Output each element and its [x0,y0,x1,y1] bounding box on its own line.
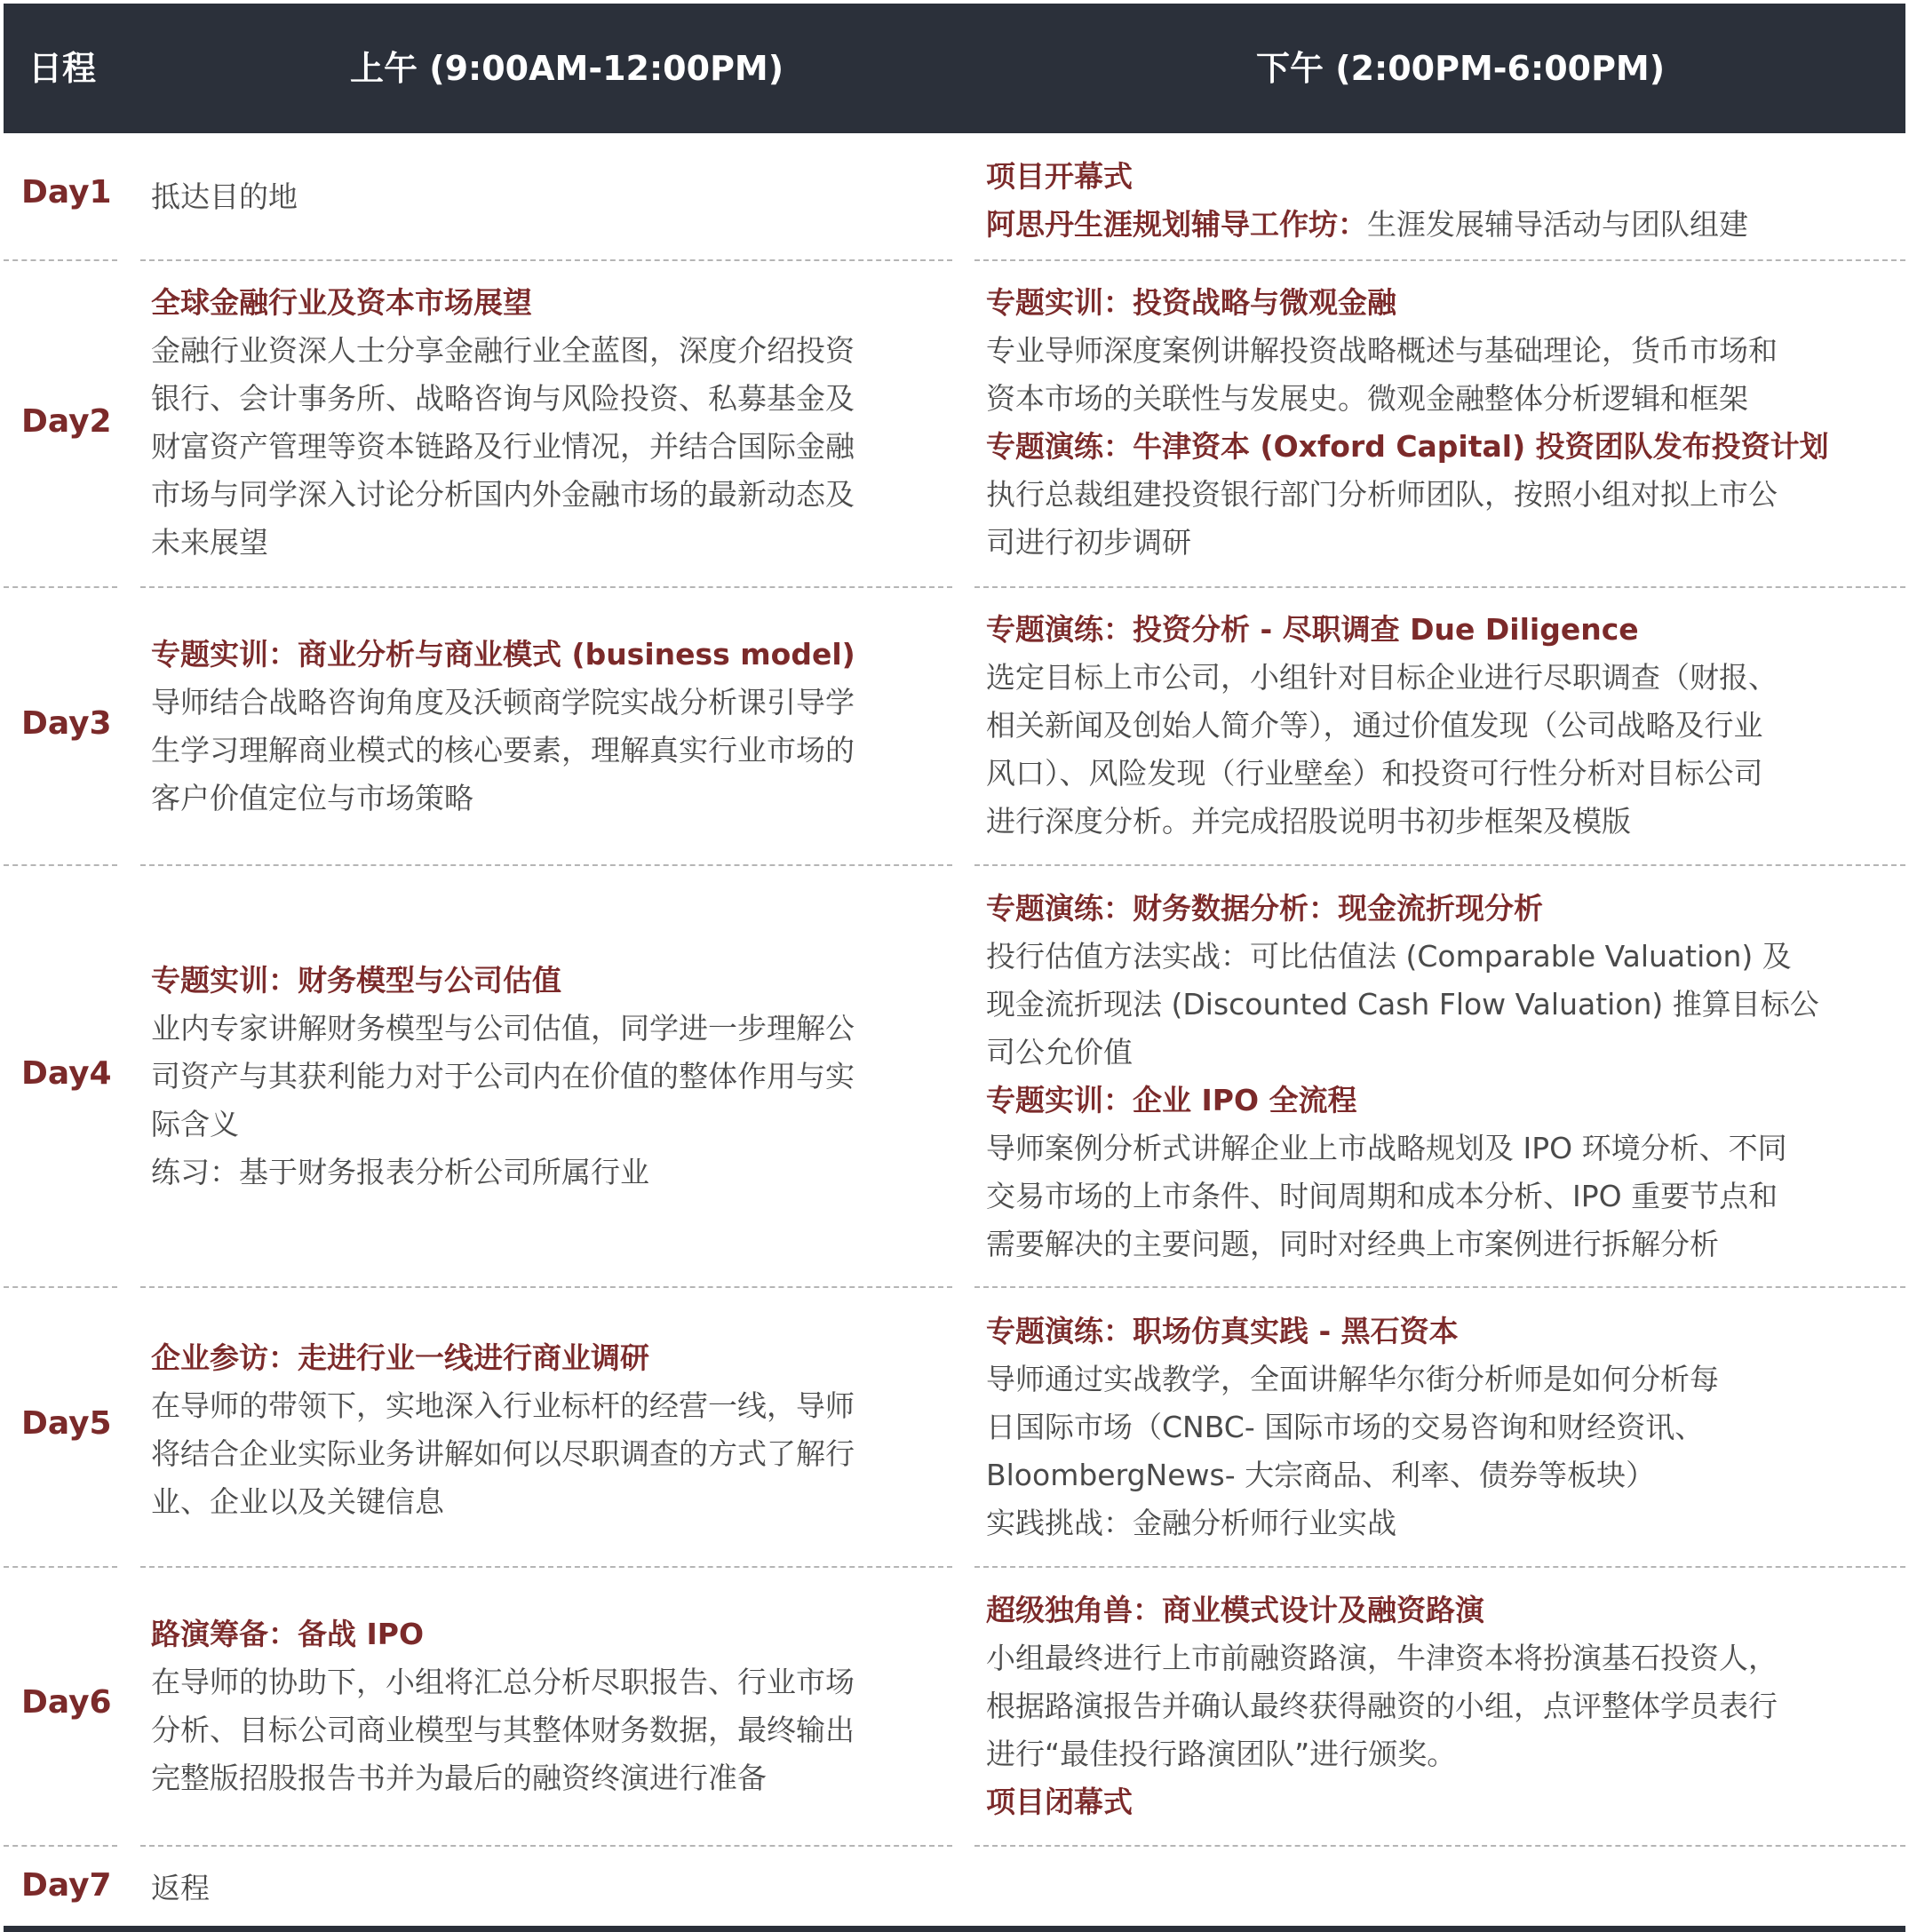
row-divider [4,1566,117,1568]
table-header [4,4,1905,133]
row-divider [4,1845,117,1847]
day3-morning [151,631,951,823]
session-title: 专题实训：企业 IPO 全流程 [986,1083,1357,1117]
row-divider [4,586,117,588]
afternoon-line: 交易市场的上市条件、时间周期和成本分析、IPO 重要节点和 [986,1179,1778,1213]
afternoon-line: 导师通过实战教学，全面讲解华尔街分析师是如何分析每 [986,1362,1719,1396]
day6-afternoon [986,1586,1901,1826]
session-inline-text: 生涯发展辅导活动与团队组建 [1367,207,1748,242]
day-label: Day6 [21,1684,112,1721]
morning-line: 生学习理解商业模式的核心要素，理解真实行业市场的 [151,733,855,767]
row-divider [974,586,1905,588]
afternoon-line: 进行“最佳投行路演团队”进行颁奖。 [986,1737,1457,1771]
morning-line: 练习：基于财务报表分析公司所属行业 [151,1155,649,1189]
afternoon-line: 选定目标上市公司，小组针对目标企业进行尽职调查（财报、 [986,660,1778,695]
afternoon-line: 资本市场的关联性与发展史。微观金融整体分析逻辑和框架 [986,381,1748,416]
day5-afternoon [986,1308,1901,1547]
afternoon-line: 根据路演报告并确认最终获得融资的小组，点评整体学员表行 [986,1689,1778,1723]
morning-line: 抵达目的地 [151,179,298,214]
row-divider [974,864,1905,866]
morning-line: 业、企业以及关键信息 [151,1484,444,1519]
table-bottom-border [4,1926,1905,1932]
day2-afternoon [986,279,1901,567]
morning-line: 导师结合战略咨询角度及沃顿商学院实战分析课引导学 [151,685,855,720]
afternoon-line: 现金流折现法 (Discounted Cash Flow Valuation) 推算目标公 [986,987,1819,1022]
morning-line: 司资产与其获利能力对于公司内在价值的整体作用与实 [151,1059,855,1093]
session-title: 企业参访：走进行业一线进行商业调研 [151,1340,649,1375]
afternoon-line: 风口）、风险发现（行业壁垒）和投资可行性分析对目标公司 [986,756,1763,791]
row-divider [140,864,952,866]
session-title: 专题实训：投资战略与微观金融 [986,285,1396,320]
day3-afternoon [986,606,1901,846]
session-title: 超级独角兽：商业模式设计及融资路演 [986,1593,1484,1627]
row-divider [974,1566,1905,1568]
afternoon-line: 相关新闻及创始人简介等），通过价值发现（公司战略及行业 [986,708,1763,743]
day4-afternoon [986,885,1901,1268]
header-morning: 上午 (9:00AM-12:00PM) [350,49,784,88]
morning-line: 将结合企业实际业务讲解如何以尽职调查的方式了解行 [151,1436,855,1471]
row-divider [140,1286,952,1288]
day5-morning [151,1334,951,1526]
day6-morning [151,1610,951,1802]
morning-line: 在导师的协助下，小组将汇总分析尽职报告、行业市场 [151,1665,855,1699]
afternoon-line: 司公允价值 [986,1035,1133,1069]
session-title: 专题实训：财务模型与公司估值 [151,963,561,998]
header-afternoon: 下午 (2:00PM-6:00PM) [1256,49,1666,88]
morning-line: 财富资产管理等资本链路及行业情况，并结合国际金融 [151,429,855,464]
day1-afternoon [986,153,1901,249]
row-divider [140,259,952,261]
morning-line: 在导师的带领下，实地深入行业标杆的经营一线，导师 [151,1388,855,1423]
morning-line: 完整版招股报告书并为最后的融资终演进行准备 [151,1761,767,1795]
row-divider [140,1566,952,1568]
session-title: 专题演练：财务数据分析：现金流折现分析 [986,891,1543,926]
morning-line: 返程 [151,1871,210,1905]
morning-line: 金融行业资深人士分享金融行业全蓝图，深度介绍投资 [151,333,855,368]
afternoon-line: 导师案例分析式讲解企业上市战略规划及 IPO 环境分析、不同 [986,1131,1787,1165]
row-divider [140,1845,952,1847]
day-label: Day5 [21,1405,112,1442]
day-label: Day2 [21,403,112,440]
header-day: 日程 [28,49,97,88]
day4-morning [151,957,951,1197]
row-divider [4,864,117,866]
afternoon-line: 专业导师深度案例讲解投资战略概述与基础理论，货币市场和 [986,333,1778,368]
day7-morning [151,1864,951,1912]
session-title: 专题演练：牛津资本 (Oxford Capital) 投资团队发布投资计划 [986,429,1829,464]
session-title: 项目开幕式 [986,159,1133,194]
session-title: 项目闭幕式 [986,1785,1133,1819]
morning-line: 际含义 [151,1107,239,1141]
afternoon-line: 进行深度分析。并完成招股说明书初步框架及模版 [986,804,1631,839]
afternoon-line: 执行总裁组建投资银行部门分析师团队，按照小组对拟上市公 [986,477,1778,512]
day-label: Day3 [21,705,112,742]
morning-line: 银行、会计事务所、战略咨询与风险投资、私募基金及 [151,381,855,416]
row-divider [4,259,117,261]
session-title: 全球金融行业及资本市场展望 [151,285,532,320]
afternoon-line: 日国际市场（CNBC- 国际市场的交易咨询和财经资讯、 [986,1410,1705,1444]
morning-line: 客户价值定位与市场策略 [151,781,473,815]
session-title: 路演筹备：备战 IPO [151,1617,425,1651]
session-title: 阿思丹生涯规划辅导工作坊： [986,207,1367,242]
afternoon-line: 投行估值方法实战：可比估值法 (Comparable Valuation) 及 [986,939,1792,974]
day1-morning [151,173,951,221]
morning-line: 业内专家讲解财务模型与公司估值，同学进一步理解公 [151,1011,855,1046]
day-label: Day7 [21,1867,112,1904]
morning-line: 市场与同学深入讨论分析国内外金融市场的最新动态及 [151,477,855,512]
afternoon-line: 司进行初步调研 [986,525,1191,560]
afternoon-line: 需要解决的主要问题，同时对经典上市案例进行拆解分析 [986,1227,1719,1261]
afternoon-line: BloombergNews- 大宗商品、利率、债券等板块） [986,1458,1656,1492]
session-title: 专题演练：投资分析 - 尽职调查 Due Diligence [986,612,1639,647]
session-title: 专题实训：商业分析与商业模式 (business model) [151,637,855,672]
row-divider [974,259,1905,261]
morning-line: 分析、目标公司商业模型与其整体财务数据，最终输出 [151,1713,855,1747]
day2-morning [151,279,951,567]
morning-line: 未来展望 [151,525,268,560]
row-divider [974,1286,1905,1288]
afternoon-line: 实践挑战：金融分析师行业实战 [986,1506,1396,1540]
day-label: Day4 [21,1055,112,1092]
day-label: Day1 [21,174,112,211]
row-divider [974,1845,1905,1847]
session-title: 专题演练：职场仿真实践 - 黑石资本 [986,1314,1459,1348]
afternoon-line: 小组最终进行上市前融资路演，牛津资本将扮演基石投资人， [986,1641,1778,1675]
row-divider [140,586,952,588]
row-divider [4,1286,117,1288]
